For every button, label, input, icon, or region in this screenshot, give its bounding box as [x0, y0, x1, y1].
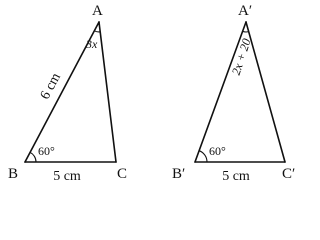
vertex-c-prime-label: C′ [282, 166, 296, 182]
vertex-a-prime-label: A′ [238, 3, 253, 19]
side-ab-label: 6 cm [37, 70, 65, 103]
vertex-c-label: C [117, 166, 128, 182]
side-b-prime-c-prime-label: 5 cm [222, 169, 250, 184]
angle-b-prime-label: 60° [209, 144, 226, 158]
angle-a-prime-arc [243, 31, 249, 32]
vertex-b-prime-label: B′ [172, 166, 186, 182]
side-ac [99, 22, 116, 162]
angle-b-arc [30, 152, 36, 162]
angle-b-prime-arc [199, 151, 207, 162]
angle-a-label: 3x [86, 37, 98, 51]
vertex-b-label: B [8, 166, 19, 182]
triangle-a-prime-b-prime-c-prime [172, 3, 295, 184]
side-bc-label: 5 cm [53, 169, 81, 184]
vertex-a-label: A [92, 3, 103, 19]
angle-b-label: 60° [38, 144, 55, 158]
triangle-abc [8, 3, 127, 184]
angle-a-prime-label: 2x + 20 [228, 36, 254, 77]
